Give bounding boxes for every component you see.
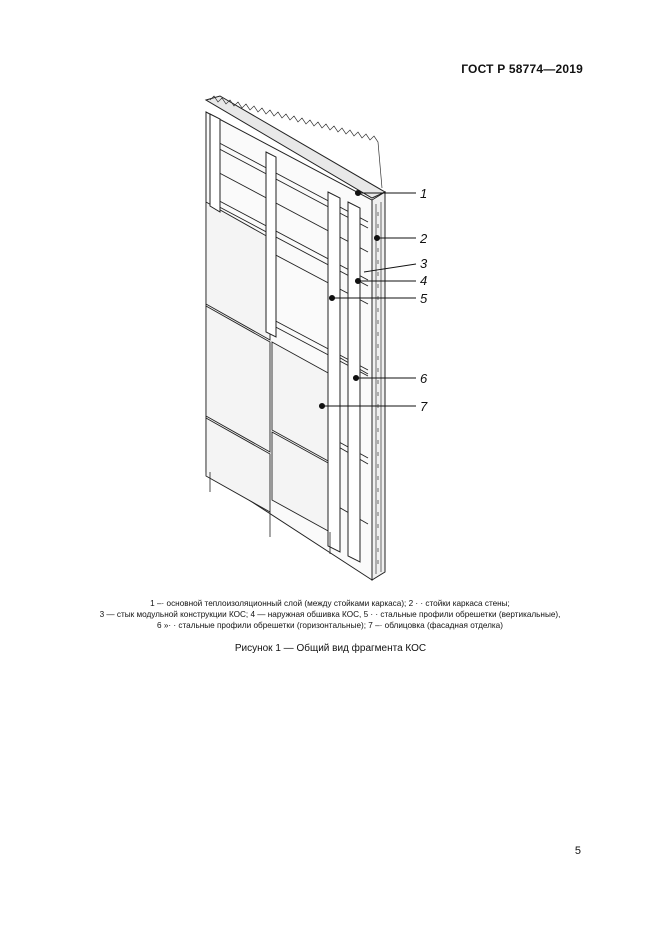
standard-number: ГОСТ Р 58774—2019 — [461, 62, 583, 76]
figure-illustration — [180, 92, 440, 587]
callout-3: 3 — [420, 256, 428, 271]
legend-line-2: 3 — стык модульной конструкции КОС; 4 — наружная обшивка КОС, 5 · · стальные профили обрешетки (вертикальные), — [99, 610, 561, 620]
callout-1: 1 — [420, 186, 428, 201]
legend-line-3: 6 »· · стальные профили обрешетки (горизонтальные); 7 –· облицовка (фасадная отделка) — [157, 621, 503, 631]
figure-legend — [40, 598, 620, 632]
callout-2: 2 — [420, 231, 428, 246]
wall-side-edge — [372, 192, 385, 580]
kos-fragment-drawing — [180, 92, 440, 587]
legend-line-1: 1 –· основной теплоизоляционный слой (между стойками каркаса); 2 · · стойки каркаса стены; — [150, 599, 510, 608]
callout-5: 5 — [420, 291, 428, 306]
callout-4: 4 — [420, 273, 428, 288]
callout-7: 7 — [420, 399, 428, 414]
callout-6: 6 — [420, 371, 428, 386]
figure-caption: Рисунок 1 — Общий вид фрагмента КОС — [234, 643, 427, 654]
page-number: 5 — [574, 845, 581, 857]
